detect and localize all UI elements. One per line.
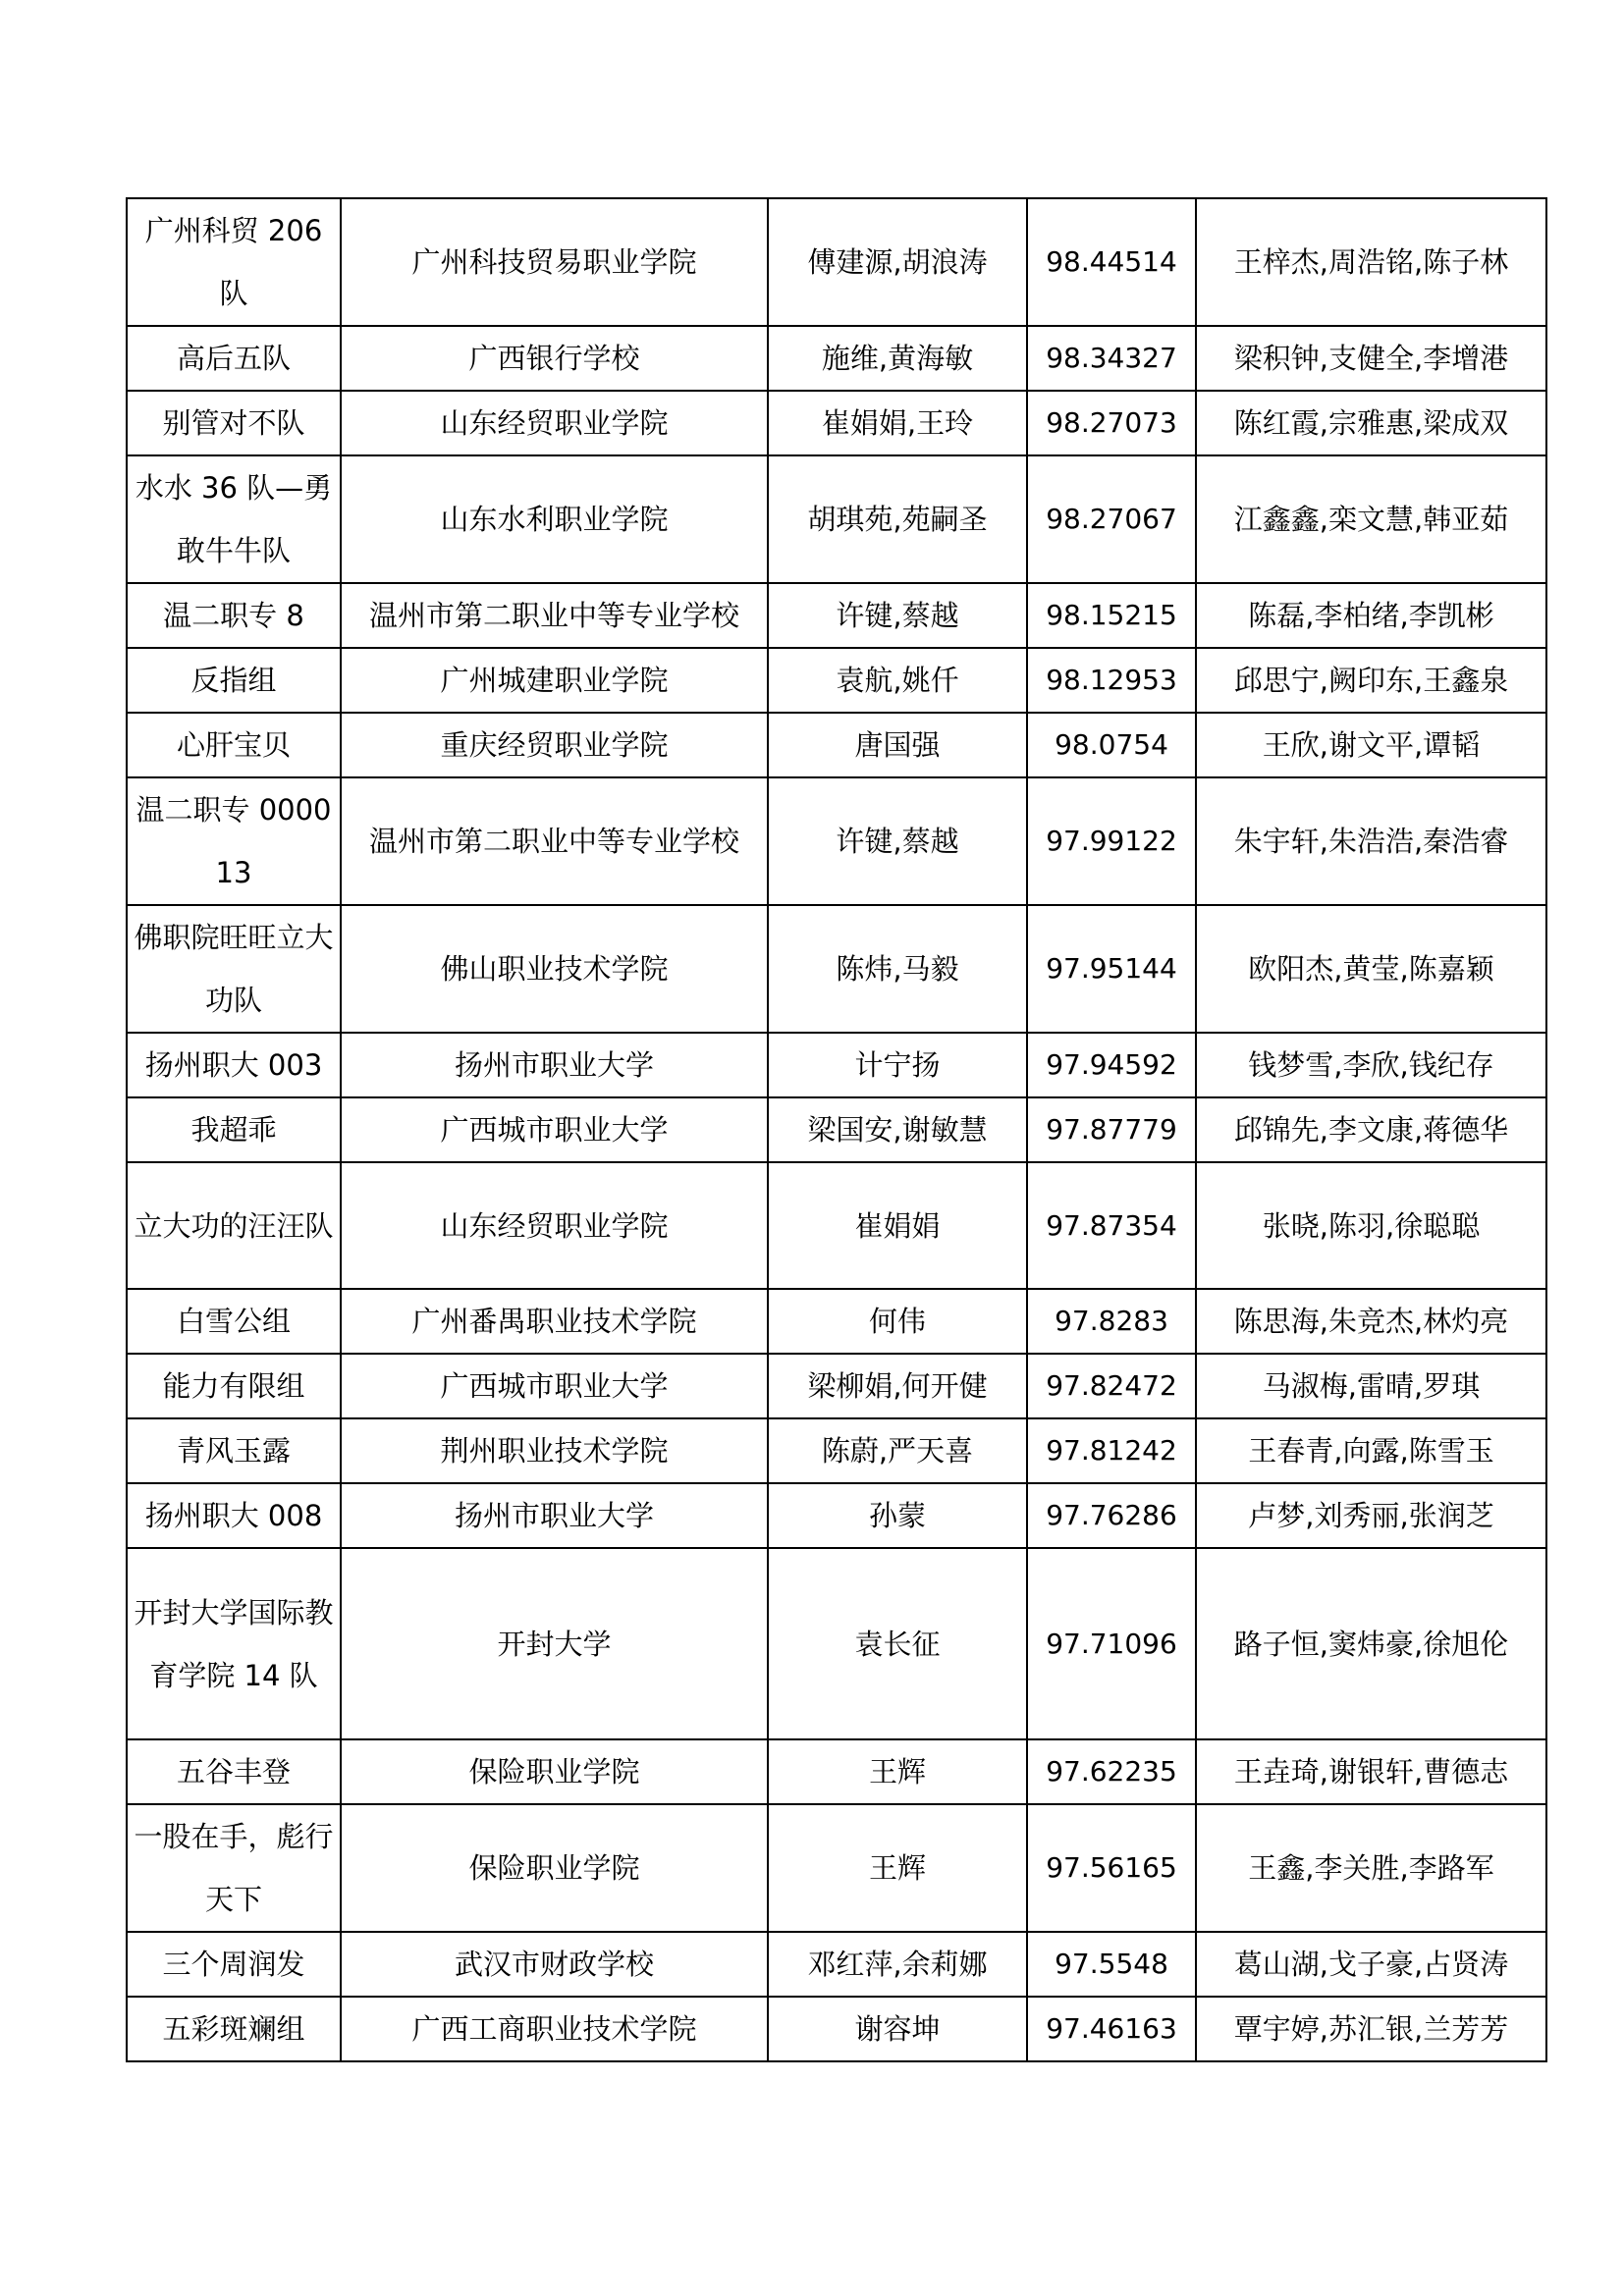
score-cell: 97.46163 [1027,1997,1196,2061]
advisor-cell: 施维,黄海敏 [768,326,1027,391]
school-cell: 扬州市职业大学 [341,1033,768,1097]
results-table-body [127,198,1546,2061]
score-cell: 97.99122 [1027,777,1196,905]
advisor-cell: 梁国安,谢敏慧 [768,1097,1027,1162]
score-cell: 97.56165 [1027,1804,1196,1932]
members-cell: 朱宇轩,朱浩浩,秦浩睿 [1196,777,1546,905]
table-row [127,1804,1546,1932]
score-cell: 97.71096 [1027,1548,1196,1739]
advisor-cell: 唐国强 [768,713,1027,777]
table-row [127,326,1546,391]
members-cell: 葛山湖,戈子豪,占贤涛 [1196,1932,1546,1997]
advisor-cell: 崔娟娟,王玲 [768,391,1027,455]
advisor-cell: 王辉 [768,1739,1027,1804]
team-name-cell: 温二职专 000013 [127,777,341,905]
members-cell: 陈思海,朱竞杰,林灼亮 [1196,1289,1546,1354]
members-cell: 梁积钟,支健全,李增港 [1196,326,1546,391]
advisor-cell: 计宁扬 [768,1033,1027,1097]
score-cell: 97.87779 [1027,1097,1196,1162]
members-cell: 欧阳杰,黄莹,陈嘉颖 [1196,905,1546,1033]
table-row [127,648,1546,713]
table-row [127,905,1546,1033]
table-row [127,1289,1546,1354]
school-cell: 广西工商职业技术学院 [341,1997,768,2061]
team-name-cell: 心肝宝贝 [127,713,341,777]
members-cell: 路子恒,窦炜豪,徐旭伦 [1196,1548,1546,1739]
advisor-cell: 崔娟娟 [768,1162,1027,1289]
score-cell: 98.12953 [1027,648,1196,713]
members-cell: 覃宇婷,苏汇银,兰芳芳 [1196,1997,1546,2061]
team-name-cell: 温二职专 8 [127,583,341,648]
advisor-cell: 胡琪苑,苑嗣圣 [768,455,1027,583]
school-cell: 重庆经贸职业学院 [341,713,768,777]
advisor-cell: 王辉 [768,1804,1027,1932]
table-row [127,1548,1546,1739]
table-row [127,1483,1546,1548]
members-cell: 陈红霞,宗雅惠,梁成双 [1196,391,1546,455]
table-row [127,1418,1546,1483]
team-name-cell: 广州科贸 206 队 [127,198,341,326]
team-name-cell: 青风玉露 [127,1418,341,1483]
members-cell: 王欣,谢文平,谭韬 [1196,713,1546,777]
team-name-cell: 我超乖 [127,1097,341,1162]
table-row [127,583,1546,648]
school-cell: 扬州市职业大学 [341,1483,768,1548]
table-row [127,1997,1546,2061]
members-cell: 王梓杰,周浩铭,陈子林 [1196,198,1546,326]
advisor-cell: 邓红萍,余莉娜 [768,1932,1027,1997]
score-cell: 97.82472 [1027,1354,1196,1418]
advisor-cell: 袁长征 [768,1548,1027,1739]
score-cell: 98.0754 [1027,713,1196,777]
table-row [127,198,1546,326]
results-table [126,197,1547,2062]
advisor-cell: 谢容坤 [768,1997,1027,2061]
advisor-cell: 袁航,姚仟 [768,648,1027,713]
advisor-cell: 陈炜,马毅 [768,905,1027,1033]
members-cell: 陈磊,李柏绪,李凯彬 [1196,583,1546,648]
school-cell: 广州科技贸易职业学院 [341,198,768,326]
score-cell: 97.87354 [1027,1162,1196,1289]
advisor-cell: 许键,蔡越 [768,777,1027,905]
table-row [127,777,1546,905]
team-name-cell: 水水 36 队—勇敢牛牛队 [127,455,341,583]
school-cell: 保险职业学院 [341,1804,768,1932]
advisor-cell: 傅建源,胡浪涛 [768,198,1027,326]
school-cell: 广州城建职业学院 [341,648,768,713]
table-row [127,1354,1546,1418]
members-cell: 江鑫鑫,栾文慧,韩亚茹 [1196,455,1546,583]
school-cell: 山东经贸职业学院 [341,391,768,455]
table-row [127,1097,1546,1162]
team-name-cell: 五彩斑斓组 [127,1997,341,2061]
score-cell: 98.27073 [1027,391,1196,455]
members-cell: 王鑫,李关胜,李路军 [1196,1804,1546,1932]
school-cell: 山东经贸职业学院 [341,1162,768,1289]
school-cell: 保险职业学院 [341,1739,768,1804]
score-cell: 97.94592 [1027,1033,1196,1097]
team-name-cell: 佛职院旺旺立大功队 [127,905,341,1033]
team-name-cell: 高后五队 [127,326,341,391]
school-cell: 山东水利职业学院 [341,455,768,583]
table-row [127,1033,1546,1097]
school-cell: 广西城市职业大学 [341,1097,768,1162]
members-cell: 邱锦先,李文康,蒋德华 [1196,1097,1546,1162]
team-name-cell: 三个周润发 [127,1932,341,1997]
score-cell: 98.34327 [1027,326,1196,391]
score-cell: 98.44514 [1027,198,1196,326]
school-cell: 开封大学 [341,1548,768,1739]
advisor-cell: 何伟 [768,1289,1027,1354]
score-cell: 97.8283 [1027,1289,1196,1354]
members-cell: 马淑梅,雷晴,罗琪 [1196,1354,1546,1418]
members-cell: 卢梦,刘秀丽,张润芝 [1196,1483,1546,1548]
team-name-cell: 能力有限组 [127,1354,341,1418]
advisor-cell: 梁柳娟,何开健 [768,1354,1027,1418]
score-cell: 97.81242 [1027,1418,1196,1483]
school-cell: 广西银行学校 [341,326,768,391]
school-cell: 广西城市职业大学 [341,1354,768,1418]
table-row [127,1932,1546,1997]
score-cell: 97.62235 [1027,1739,1196,1804]
table-row [127,1162,1546,1289]
table-row [127,713,1546,777]
team-name-cell: 反指组 [127,648,341,713]
members-cell: 张晓,陈羽,徐聪聪 [1196,1162,1546,1289]
school-cell: 温州市第二职业中等专业学校 [341,583,768,648]
school-cell: 荆州职业技术学院 [341,1418,768,1483]
school-cell: 佛山职业技术学院 [341,905,768,1033]
team-name-cell: 开封大学国际教育学院 14 队 [127,1548,341,1739]
team-name-cell: 扬州职大 003 [127,1033,341,1097]
members-cell: 王春青,向露,陈雪玉 [1196,1418,1546,1483]
school-cell: 广州番禺职业技术学院 [341,1289,768,1354]
team-name-cell: 立大功的汪汪队 [127,1162,341,1289]
table-row [127,455,1546,583]
score-cell: 98.27067 [1027,455,1196,583]
advisor-cell: 孙蒙 [768,1483,1027,1548]
advisor-cell: 许键,蔡越 [768,583,1027,648]
score-cell: 97.5548 [1027,1932,1196,1997]
team-name-cell: 一股在手，彪行天下 [127,1804,341,1932]
team-name-cell: 扬州职大 008 [127,1483,341,1548]
members-cell: 邱思宁,阙印东,王鑫泉 [1196,648,1546,713]
team-name-cell: 白雪公组 [127,1289,341,1354]
score-cell: 98.15215 [1027,583,1196,648]
team-name-cell: 别管对不队 [127,391,341,455]
table-row [127,1739,1546,1804]
team-name-cell: 五谷丰登 [127,1739,341,1804]
advisor-cell: 陈蔚,严天喜 [768,1418,1027,1483]
score-cell: 97.76286 [1027,1483,1196,1548]
school-cell: 温州市第二职业中等专业学校 [341,777,768,905]
table-row [127,391,1546,455]
members-cell: 钱梦雪,李欣,钱纪存 [1196,1033,1546,1097]
members-cell: 王垚琦,谢银轩,曹德志 [1196,1739,1546,1804]
score-cell: 97.95144 [1027,905,1196,1033]
school-cell: 武汉市财政学校 [341,1932,768,1997]
